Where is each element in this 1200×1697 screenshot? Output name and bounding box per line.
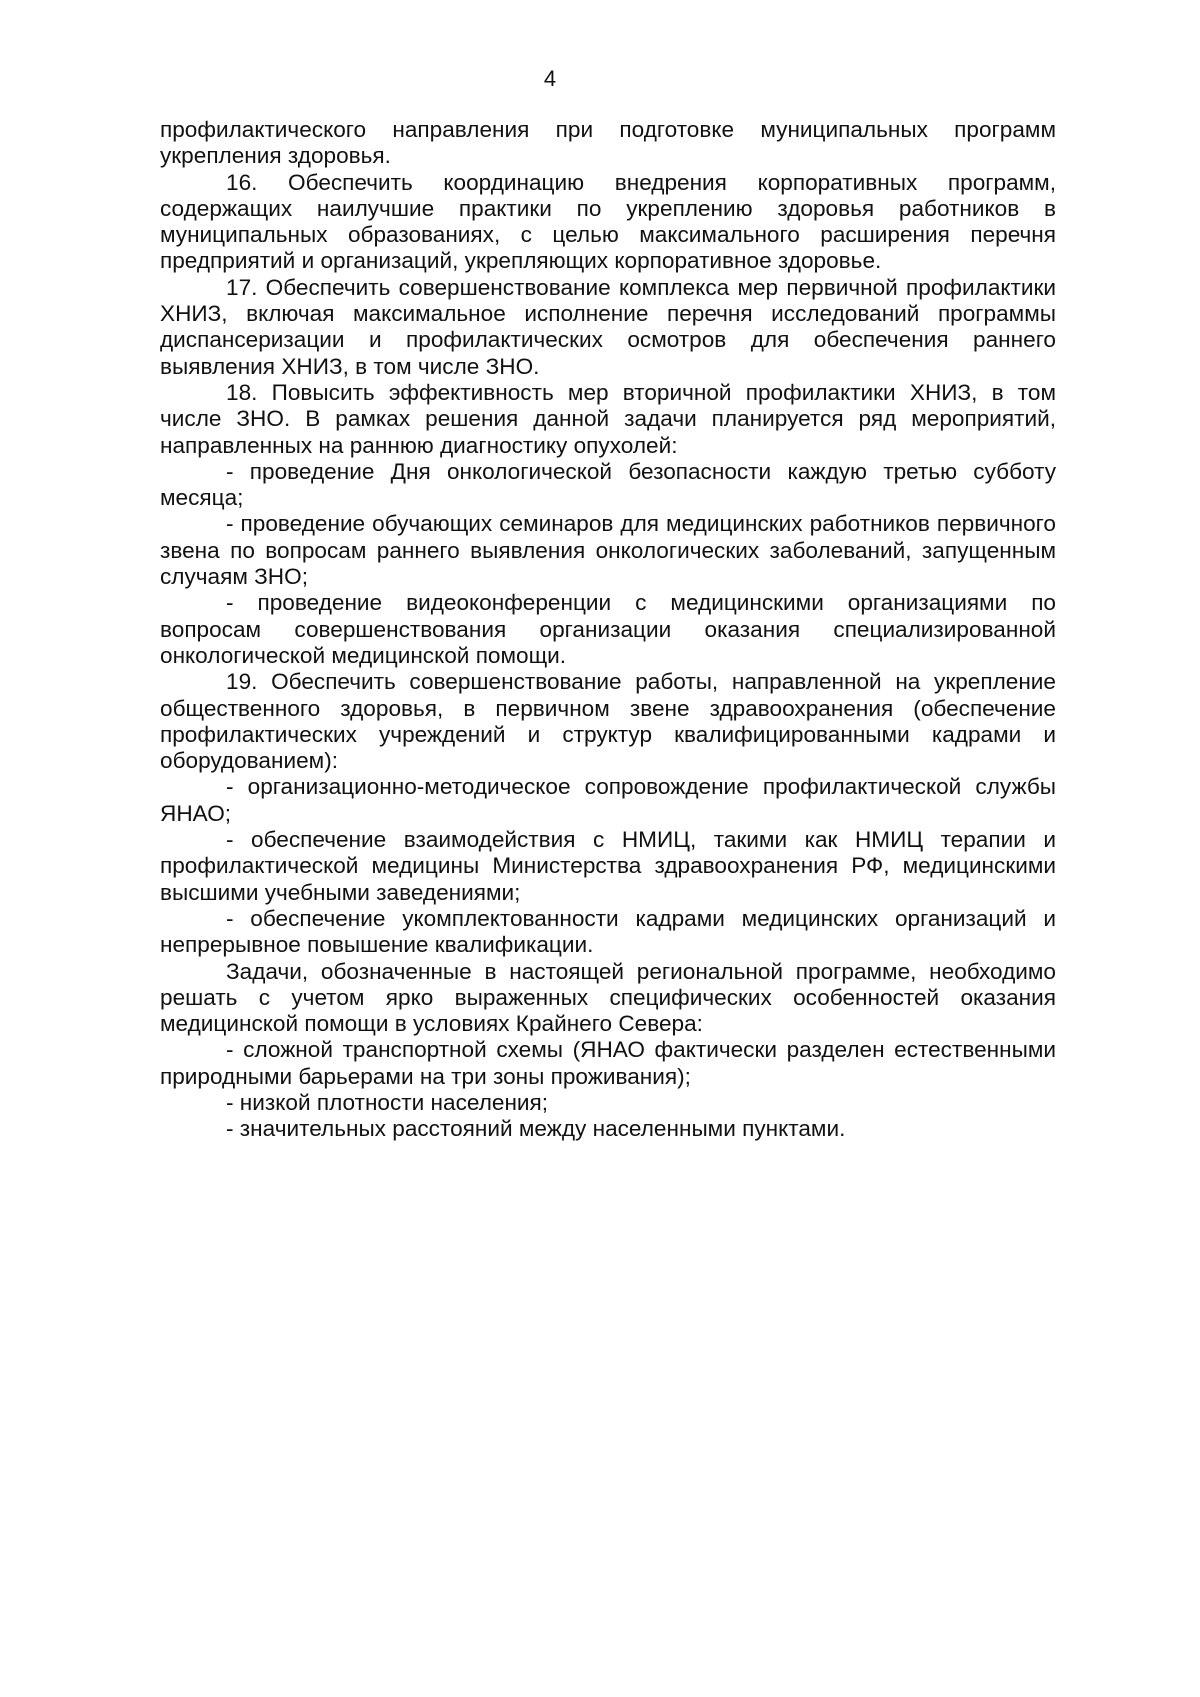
bullet-item: - организационно-методическое сопровождение профилактической службы ЯНАО; — [160, 774, 1056, 826]
paragraph-item-19: 19. Обеспечить совершенствование работы, направленной на укрепление общественного здоровья, в первичном звене здравоохранения (обеспечение профилактических учреждений и структур квалифицированными кадрами и оборудованием): — [160, 669, 1056, 774]
paragraph-item-17: 17. Обеспечить совершенствование комплекса мер первичной профилактики ХНИЗ, включая максимальное исполнение перечня исследований программы диспансеризации и профилактических осмотров для обеспечения раннего выявления ХНИЗ, в том числе ЗНО. — [160, 274, 1056, 379]
paragraph-item-18: 18. Повысить эффективность мер вторичной профилактики ХНИЗ, в том числе ЗНО. В рамках решения данной задачи планируется ряд мероприятий, направленных на раннюю диагностику опухолей: — [160, 379, 1056, 458]
bullet-item: - проведение Дня онкологической безопасности каждую третью субботу месяца; — [160, 458, 1056, 511]
bullet-item: - проведение обучающих семинаров для медицинских работников первичного звена по вопросам раннего выявления онкологических заболеваний, запущенным случаям ЗНО; — [160, 511, 1056, 590]
bullet-item: - проведение видеоконференции с медицинскими организациями по вопросам совершенствования организации оказания специализированной онкологической медицинской помощи. — [160, 590, 1056, 668]
bullet-item: - значительных расстояний между населенными пунктами. — [226, 1116, 846, 1142]
paragraph-tasks: Задачи, обозначенные в настоящей региональной программе, необходимо решать с учетом ярко выраженных специфических особенностей оказания медицинской помощи в условиях Крайнего Севера: — [160, 958, 1056, 1037]
page-number: 4 — [543, 66, 557, 91]
paragraph-continuation: профилактического направления при подготовке муниципальных программ укрепления здоровья. — [160, 117, 1056, 169]
bullet-item: - сложной транспортной схемы (ЯНАО фактически разделен естественными природными барьерами на три зоны проживания); — [160, 1037, 1056, 1089]
bullet-item: - обеспечение укомплектованности кадрами медицинских организаций и непрерывное повышение квалификации. — [160, 905, 1056, 958]
paragraph-item-16: 16. Обеспечить координацию внедрения корпоративных программ, содержащих наилучшие практики по укреплению здоровья работников в муниципальных образованиях, с целью максимального расширения перечня предприятий и организаций, укрепляющих корпоративное здоровье. — [160, 169, 1056, 274]
bullet-item: - низкой плотности населения; — [226, 1089, 549, 1115]
bullet-item: - обеспечение взаимодействия с НМИЦ, такими как НМИЦ терапии и профилактической медицины Министерства здравоохранения РФ, медицинскими высшими учебными заведениями; — [160, 827, 1056, 905]
document-body — [160, 117, 1056, 1143]
